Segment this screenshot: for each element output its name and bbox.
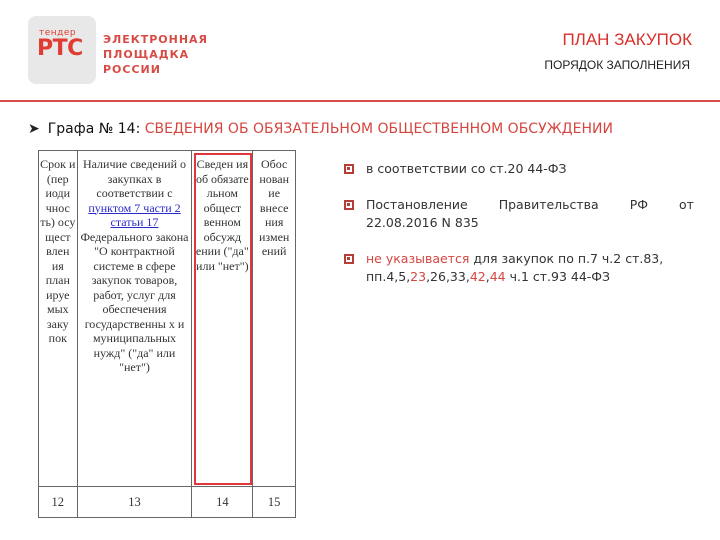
header-divider — [0, 100, 720, 102]
list-item — [344, 160, 694, 178]
bullet-word: РФ — [629, 197, 649, 212]
bullet-line — [366, 250, 694, 268]
bullet-text: для закупок по п.7 ч.2 ст.83, — [469, 251, 664, 266]
column-number: 12 — [39, 487, 78, 518]
bullet-text: ч.1 ст.93 44-ФЗ — [505, 269, 611, 284]
bullet-text: ,26,33, — [426, 269, 470, 284]
column-number: 14 — [192, 487, 253, 518]
logo-caption-line1: ЭЛЕКТРОННАЯ — [103, 33, 209, 46]
logo-rts-text: РТС — [37, 36, 83, 61]
checkbox-bullet-icon — [344, 164, 354, 174]
section-value: СВЕДЕНИЯ ОБ ОБЯЗАТЕЛЬНОМ ОБЩЕСТВЕННОМ ОБСУЖДЕНИИ — [144, 121, 613, 137]
table-cell-col13 — [77, 151, 192, 487]
col13-text-a: Наличие сведений о закупках в соответствии с — [82, 157, 187, 200]
logo-tender-text: тендер — [39, 28, 77, 38]
arrow-bullet-icon: ➤ — [28, 121, 40, 137]
column-number: 13 — [77, 487, 192, 518]
bullet-line: 22.08.2016 N 835 — [366, 215, 479, 230]
col13-text-b: Федерального закона "О контрактной системе в сфере закупок товаров, работ, услуг для обеспечения государственны х и муниципальных нужд" ("да" или "нет") — [80, 229, 189, 374]
bullet-list — [344, 160, 694, 304]
bullet-red-text: не указывается — [366, 251, 470, 266]
table-cell-col15: Обос нован ие внесе ния измен ений — [253, 151, 296, 487]
checkbox-bullet-icon — [344, 200, 354, 210]
column-14-highlight — [194, 153, 252, 485]
section-heading — [28, 121, 613, 137]
logo-caption-line3: РОССИИ — [103, 63, 161, 76]
logo-caption — [103, 32, 208, 77]
bullet-line — [366, 268, 694, 286]
bullet-line — [366, 196, 694, 214]
bullet-red-text: 44 — [489, 269, 506, 284]
page-subtitle: ПОРЯДОК ЗАПОЛНЕНИЯ — [544, 58, 690, 72]
section-label: Графа № 14: — [47, 121, 141, 137]
page-title: ПЛАН ЗАКУПОК — [562, 30, 692, 49]
bullet-word: от — [679, 197, 694, 212]
list-item — [344, 196, 694, 232]
table-cell-col12: Срок и (пер иоди чнос ть) осу щест влен ия план ируе мых заку пок — [39, 151, 78, 487]
scanned-form-table — [38, 150, 296, 518]
column-number: 15 — [253, 487, 296, 518]
bullet-red-text: 42 — [469, 269, 486, 284]
law-link[interactable]: пунктом 7 части 2 статьи 17 — [88, 200, 181, 229]
list-item — [344, 250, 694, 286]
bullet-word: Правительства — [498, 197, 599, 212]
bullet-text: пп.4,5, — [366, 269, 411, 284]
bullet-text: , — [485, 269, 490, 284]
bullet-word: Постановление — [366, 197, 468, 212]
bullet-red-text: 23 — [410, 269, 427, 284]
bullet-text: в соответствии со ст.20 44-ФЗ — [366, 161, 567, 176]
checkbox-bullet-icon — [344, 254, 354, 264]
logo-caption-line2: ПЛОЩАДКА — [103, 48, 190, 61]
table-cell-col14: Сведен ия об обязате льном общест венном обсужд ении ("да" или "нет") — [192, 151, 253, 487]
